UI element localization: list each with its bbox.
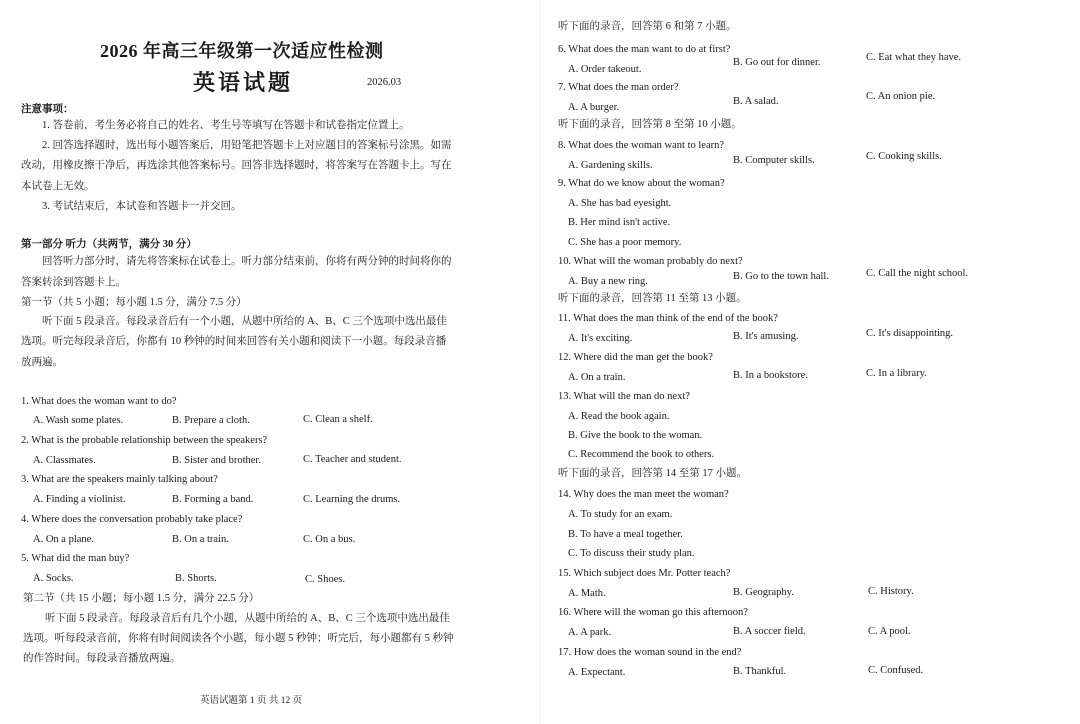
option-12a: A. On a train. <box>568 372 626 383</box>
notice-heading: 注意事项： <box>21 104 74 115</box>
question-4: 4. Where does the conversation probably take place? <box>21 514 243 525</box>
page-divider <box>540 0 541 724</box>
question-2: 2. What is the probable relationship between the speakers? <box>21 435 268 446</box>
part1-intro: 回答听力部分时，请先将答案标在试卷上。听力部分结束前，你将有两分钟的时间将你的 <box>42 256 452 267</box>
notice-item-1: 1. 答卷前，考生务必将自己的姓名、考生号等填写在答题卡和试卷指定位置上。 <box>42 120 410 131</box>
option-13c: C. Recommend the book to others. <box>568 449 715 460</box>
option-11a: A. It's exciting. <box>568 333 633 344</box>
section1-intro-cont: 选项。听完每段录音后，你都有 10 秒钟的时间来回答有关小题和阅读下一小题。每段录音播 <box>21 336 447 347</box>
option-9a: A. She has bad eyesight. <box>568 198 672 209</box>
option-15a: A. Math. <box>568 588 606 599</box>
option-1b: B. Prepare a cloth. <box>172 415 250 426</box>
question-10: 10. What will the woman probably do next? <box>558 256 743 267</box>
option-13a: A. Read the book again. <box>568 411 670 422</box>
option-6b: B. Go out for dinner. <box>733 57 821 68</box>
section1-heading: 第一节（共 5 小题；每小题 1.5 分，满分 7.5 分） <box>21 297 247 308</box>
option-5c: C. Shoes. <box>305 574 345 585</box>
question-7: 7. What does the man order? <box>558 82 679 93</box>
question-16: 16. Where will the woman go this afternoon? <box>558 607 748 618</box>
question-12: 12. Where did the man get the book? <box>558 352 713 363</box>
question-8: 8. What does the woman want to learn? <box>558 140 725 151</box>
question-15: 15. Which subject does Mr. Potter teach? <box>558 568 731 579</box>
option-14c: C. To discuss their study plan. <box>568 548 695 559</box>
option-8b: B. Computer skills. <box>733 155 815 166</box>
option-8a: A. Gardening skills. <box>568 160 653 171</box>
option-6a: A. Order takeout. <box>568 64 642 75</box>
option-11c: C. It's disappointing. <box>866 328 954 339</box>
option-9c: C. She has a poor memory. <box>568 237 682 248</box>
section2-intro-cont: 选项。听每段录音前，你将有时间阅读各个小题，每小题 5 秒钟；听完后，每小题都有 5 秒钟 <box>23 633 454 644</box>
question-9: 9. What do we know about the woman? <box>558 178 725 189</box>
notice-item-2-end: 本试卷上无效。 <box>21 181 95 192</box>
option-7c: C. An onion pie. <box>866 91 936 102</box>
option-14b: B. To have a meal together. <box>568 529 683 540</box>
option-5b: B. Shorts. <box>175 573 217 584</box>
option-4b: B. On a train. <box>172 534 229 545</box>
instruction-6-7: 听下面的录音，回答第 6 和第 7 小题。 <box>558 21 737 32</box>
option-12c: C. In a library. <box>866 368 927 379</box>
option-17c: C. Confused. <box>868 665 924 676</box>
section2-intro: 听下面 5 段录音。每段录音后有几个小题，从题中所给的 A、B、C 三个选项中选出最佳 <box>45 613 450 624</box>
option-3c: C. Learning the drums. <box>303 494 401 505</box>
notice-item-2-cont: 改动，用橡皮擦干净后，再选涂其他答案标号。回答非选择题时，将答案写在答题卡上。写在 <box>21 160 452 171</box>
exam-title: 2026 年高三年级第一次适应性检测 <box>100 41 384 61</box>
option-12b: B. In a bookstore. <box>733 370 808 381</box>
option-3a: A. Finding a violinist. <box>33 494 126 505</box>
option-16b: B. A soccer field. <box>733 626 806 637</box>
option-15c: C. History. <box>868 586 914 597</box>
section1-intro: 听下面 5 段录音。每段录音后有一个小题，从题中所给的 A、B、C 三个选项中选出最佳 <box>42 316 447 327</box>
option-9b: B. Her mind isn't active. <box>568 217 671 228</box>
question-11: 11. What does the man think of the end of the book? <box>558 313 778 324</box>
option-10a: A. Buy a new ring. <box>568 276 648 287</box>
question-17: 17. How does the woman sound in the end? <box>558 647 742 658</box>
option-17b: B. Thankful. <box>733 666 787 677</box>
option-16a: A. A park. <box>568 627 612 638</box>
notice-item-3: 3. 考试结束后，本试卷和答题卡一并交回。 <box>42 201 242 212</box>
option-7b: B. A salad. <box>733 96 779 107</box>
option-4c: C. On a bus. <box>303 534 356 545</box>
instruction-14-17: 听下面的录音，回答第 14 至第 17 小题。 <box>558 468 747 479</box>
section2-intro-end: 的作答时间。每段录音播放两遍。 <box>23 653 181 664</box>
instruction-8-10: 听下面的录音，回答第 8 至第 10 小题。 <box>558 119 742 130</box>
notice-item-2: 2. 回答选择题时，选出每小题答案后，用铅笔把答题卡上对应题目的答案标号涂黑。如需 <box>42 140 452 151</box>
page-footer: 英语试题第 1 页 共 12 页 <box>200 696 303 706</box>
option-17a: A. Expectant. <box>568 667 626 678</box>
option-4a: A. On a plane. <box>33 534 94 545</box>
question-6: 6. What does the man want to do at first? <box>558 44 731 55</box>
question-1: 1. What does the woman want to do? <box>21 396 177 407</box>
option-16c: C. A pool. <box>868 626 911 637</box>
exam-subject: 英语试题 <box>193 70 294 95</box>
option-6c: C. Eat what they have. <box>866 52 962 63</box>
section2-heading: 第二节（共 15 小题；每小题 1.5 分，满分 22.5 分） <box>23 593 260 604</box>
option-2c: C. Teacher and student. <box>303 454 402 465</box>
section1-intro-end: 放两遍。 <box>21 357 63 368</box>
option-10c: C. Call the night school. <box>866 268 969 279</box>
question-5: 5. What did the man buy? <box>21 553 130 564</box>
option-2b: B. Sister and brother. <box>172 455 261 466</box>
question-14: 14. Why does the man meet the woman? <box>558 489 729 500</box>
option-13b: B. Give the book to the woman. <box>568 430 703 441</box>
option-11b: B. It's amusing. <box>733 331 799 342</box>
part1-intro-cont: 答案转涂到答题卡上。 <box>21 277 126 288</box>
option-2a: A. Classmates. <box>33 455 96 466</box>
option-3b: B. Forming a band. <box>172 494 254 505</box>
exam-date: 2026.03 <box>367 77 402 88</box>
option-5a: A. Socks. <box>33 573 74 584</box>
option-1c: C. Clean a shelf. <box>303 414 373 425</box>
part1-heading: 第一部分 听力（共两节，满分 30 分） <box>21 239 197 250</box>
instruction-11-13: 听下面的录音，回答第 11 至第 13 小题。 <box>558 293 747 304</box>
option-14a: A. To study for an exam. <box>568 509 673 520</box>
option-10b: B. Go to the town hall. <box>733 271 829 282</box>
option-7a: A. A burger. <box>568 102 620 113</box>
option-8c: C. Cooking skills. <box>866 151 942 162</box>
option-15b: B. Geography. <box>733 587 794 598</box>
question-3: 3. What are the speakers mainly talking about? <box>21 474 218 485</box>
option-1a: A. Wash some plates. <box>33 415 124 426</box>
question-13: 13. What will the man do next? <box>558 391 690 402</box>
